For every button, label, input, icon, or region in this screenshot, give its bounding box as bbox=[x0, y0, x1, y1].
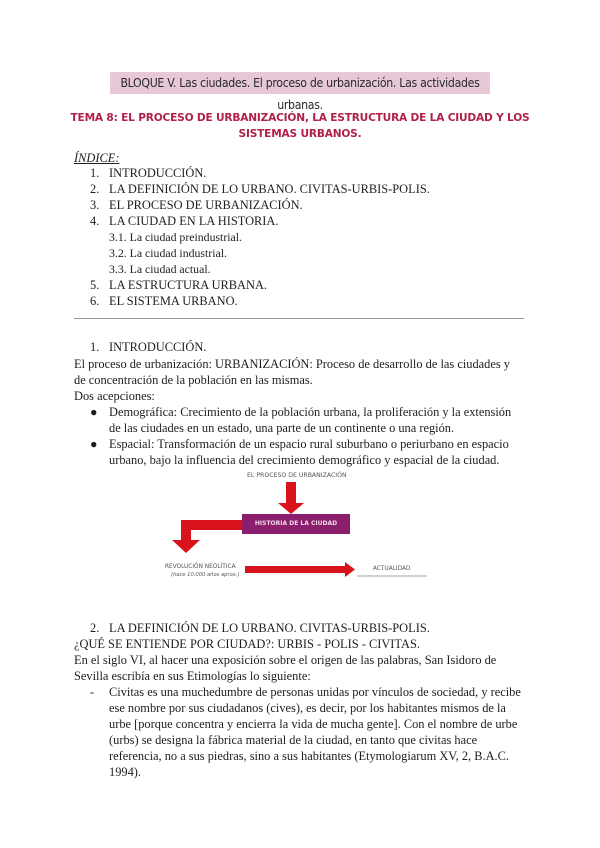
left-arrow-head bbox=[172, 540, 200, 553]
section-2-intro: En el siglo VI, al hacer una exposición sobre el origen de las palabras, San Isidoro de Sevilla escribía en sus Etimologías lo siguiente: bbox=[74, 653, 497, 683]
toc-item-6: 6. EL SISTEMA URBANO. bbox=[90, 294, 238, 308]
bullet-icon: ● bbox=[90, 405, 98, 419]
toc-subitem-3-3: 3.3. La ciudad actual. bbox=[109, 262, 211, 276]
tema-heading: TEMA 8: EL PROCESO DE URBANIZACIÓN, LA ESTRUCTURA DE LA CIUDAD Y LOS SISTEMAS URBANOS. bbox=[70, 112, 530, 140]
acepciones-list bbox=[90, 404, 522, 468]
toc-subitem-3-1: 3.1. La ciudad preindustrial. bbox=[109, 230, 243, 244]
top-arrow-head bbox=[278, 503, 304, 514]
indice-heading: ÍNDICE: bbox=[74, 151, 120, 165]
horizontal-divider bbox=[74, 318, 524, 319]
left-arrow-horizontal bbox=[185, 520, 242, 530]
list-item: - Civitas es una muchedumbre de personas unidas por vínculos de sociedad, y recibe ese nombre por sus ciudadanos (cives), es decir, por los habitantes mismos de la urbe [porque concentra y encierra la vida de mucha gente]. Con el nombre de urbe (urbs) se designa la fábrica material de la ciudad, en tanto que civitas hace referencia, no a sus piedras, sino a sus habitantes (Etymologiarum XV, 2, B.A.C. 1994). bbox=[90, 685, 521, 779]
diagram-top-label: EL PROCESO DE URBANIZACIÓN bbox=[247, 472, 347, 479]
actualidad-label: ACTUALIDAD bbox=[373, 566, 411, 572]
acepciones-label: Dos acepciones: bbox=[74, 389, 155, 403]
list-item: ● Demográfica: Crecimiento de la población urbana, la proliferación y la extensión de las ciudades en un estado, una parte de un continente o una región. bbox=[90, 405, 512, 435]
section-2-question: ¿QUÉ SE ENTIENDE POR CIUDAD?: URBIS - POLIS - CIVITAS. bbox=[74, 637, 420, 651]
bottom-arrow-shaft bbox=[245, 566, 345, 573]
left-arrow-vertical bbox=[181, 520, 191, 542]
top-arrow-shaft bbox=[286, 482, 296, 504]
toc-item-3: 3. EL PROCESO DE URBANIZACIÓN. bbox=[90, 198, 303, 212]
toc-item-4: 4. LA CIUDAD EN LA HISTORIA. bbox=[90, 214, 279, 228]
dash-icon: - bbox=[90, 685, 95, 699]
quote-list bbox=[90, 684, 522, 780]
bloque-banner: BLOQUE V. Las ciudades. El proceso de urbanización. Las actividades urbanas. bbox=[110, 72, 490, 94]
toc-item-1: 1. INTRODUCCIÓN. bbox=[90, 166, 207, 180]
toc-subitem-3-2: 3.2. La ciudad industrial. bbox=[109, 246, 227, 260]
section-1-heading: 1. INTRODUCCIÓN. bbox=[90, 340, 207, 354]
bottom-arrow-head bbox=[345, 562, 355, 577]
urbanization-diagram bbox=[165, 470, 440, 582]
toc-item-5: 5. LA ESTRUCTURA URBANA. bbox=[90, 278, 267, 292]
table-of-contents bbox=[90, 165, 530, 309]
list-item: ● Espacial: Transformación de un espacio rural suburbano o periurbano en espacio urbano, bajo la influencia del crecimiento demográfico y espacial de la ciudad. bbox=[90, 437, 509, 467]
neolithic-sublabel: (hace 10.000 años aprox.) bbox=[171, 572, 240, 578]
bullet-icon: ● bbox=[90, 437, 98, 451]
section-2-heading: 2. LA DEFINICIÓN DE LO URBANO. CIVITAS-URBIS-POLIS. bbox=[90, 621, 430, 635]
section-1-paragraph: El proceso de urbanización: URBANIZACIÓN: Proceso de desarrollo de las ciudades y de concentración de la población en las mismas. bbox=[74, 357, 510, 387]
neolithic-label: REVOLUCIÓN NEOLÍTICA bbox=[165, 564, 236, 570]
toc-item-2: 2. LA DEFINICIÓN DE LO URBANO. CIVITAS-URBIS-POLIS. bbox=[90, 182, 430, 196]
historia-box-label: HISTORIA DE LA CIUDAD bbox=[254, 520, 338, 527]
